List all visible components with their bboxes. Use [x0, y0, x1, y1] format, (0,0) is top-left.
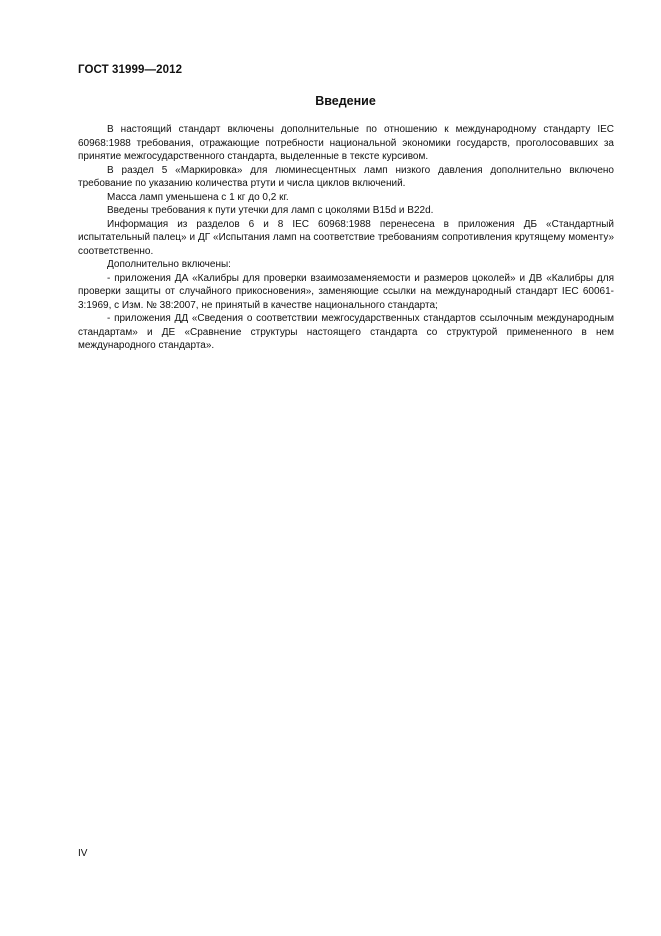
paragraph: Введены требования к пути утечки для ламп с цоколями B15d и B22d.: [107, 205, 434, 216]
paragraph: В раздел 5 «Маркировка» для люминесцентных ламп низкого давления дополнительно включено требование по указанию количества ртути и числа циклов включений.: [78, 164, 614, 189]
paragraph: Информация из разделов 6 и 8 IEC 60968:1988 перенесена в приложения ДБ «Стандартный испытательный палец» и ДГ «Испытания ламп на соответствие требованиям сопротивления крутящему моменту» соответственно.: [78, 218, 614, 257]
list-item: - приложения ДД «Сведения о соответствии межгосударственных стандартов ссылочным международным стандартам» и ДЕ «Сравнение структуры настоящего стандарта со структурой примененного в нем международного стандарта».: [78, 313, 614, 351]
paragraph: Дополнительно включены:: [107, 259, 231, 270]
paragraph: В настоящий стандарт включены дополнительные по отношению к международному стандарту IEC 60968:1988 требования, отражающие потребности национальной экономики государств, проголосовавших за принятие межгосударственного стандарта, выделенные в тексте курсивом.: [78, 124, 614, 162]
section-title: Введение: [315, 94, 376, 108]
document-header: ГОСТ 31999—2012: [78, 64, 183, 76]
list-item: - приложения ДА «Калибры для проверки взаимозаменяемости и размеров цоколей» и ДВ «Калибры для проверки защиты от случайного прикосновения», заменяющие ссылки на международный стандарт IEC 60061-3:1969, с Изм. № 38:2007, не принятый в качестве национального стандарта;: [78, 272, 614, 311]
page-number: IV: [78, 848, 88, 859]
paragraph: Масса ламп уменьшена с 1 кг до 0,2 кг.: [107, 191, 289, 203]
document-body: [78, 123, 614, 353]
